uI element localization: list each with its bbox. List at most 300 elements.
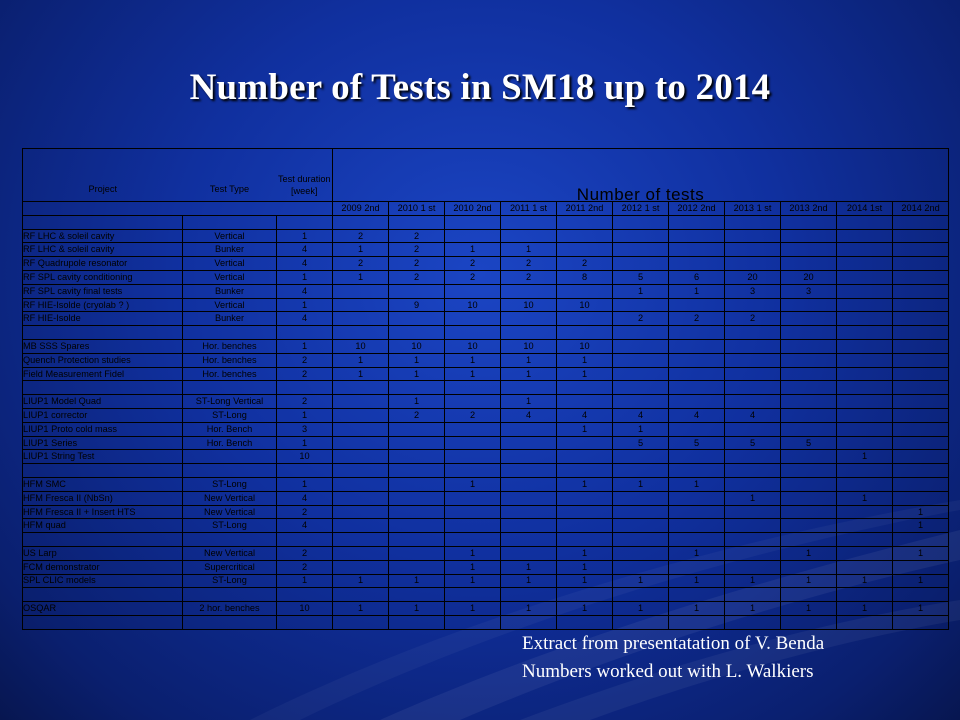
empty-cell: [893, 588, 949, 602]
empty-cell: [277, 588, 333, 602]
empty-cell: [23, 464, 183, 478]
empty-cell: [557, 588, 613, 602]
test-count: 1: [445, 547, 501, 561]
empty-cell: [277, 215, 333, 229]
test-count: [389, 450, 445, 464]
test-count: [893, 257, 949, 271]
test-count: 1: [669, 547, 725, 561]
empty-cell: [725, 464, 781, 478]
test-count: [557, 395, 613, 409]
test-count: [613, 353, 669, 367]
test-count: [725, 367, 781, 381]
empty-cell: [389, 533, 445, 547]
test-count: 1: [837, 450, 893, 464]
footnote-credit: Numbers worked out with L. Walkiers: [522, 661, 814, 682]
test-count: [893, 409, 949, 423]
table-row: [23, 436, 949, 450]
test-count: [333, 298, 389, 312]
test-count: [725, 422, 781, 436]
test-count: [837, 519, 893, 533]
table-row: [23, 353, 949, 367]
test-duration: 4: [277, 312, 333, 326]
test-count: [837, 422, 893, 436]
empty-cell: [893, 381, 949, 395]
test-count: 1: [893, 505, 949, 519]
empty-cell: [445, 215, 501, 229]
test-duration: 10: [277, 450, 333, 464]
test-count: [557, 312, 613, 326]
test-type: Hor. benches: [183, 367, 277, 381]
test-count: [893, 271, 949, 285]
test-duration: 1: [277, 574, 333, 588]
test-count: [837, 478, 893, 492]
empty-cell: [183, 588, 277, 602]
test-duration: 4: [277, 519, 333, 533]
test-count: [333, 284, 389, 298]
project-name: LIUP1 String Test: [23, 450, 183, 464]
test-count: [725, 229, 781, 243]
test-count: [781, 298, 837, 312]
test-type: Vertical: [183, 229, 277, 243]
project-name: RF HIE-Isolde: [23, 312, 183, 326]
empty-cell: [183, 326, 277, 340]
test-count: 1: [501, 574, 557, 588]
test-count: [725, 519, 781, 533]
test-type: ST-Long: [183, 478, 277, 492]
test-count: [837, 312, 893, 326]
table-row: [23, 243, 949, 257]
empty-cell: [725, 326, 781, 340]
empty-cell: [445, 533, 501, 547]
test-count: [781, 505, 837, 519]
test-count: [837, 436, 893, 450]
empty-cell: [183, 533, 277, 547]
test-count: [781, 395, 837, 409]
test-count: [333, 491, 389, 505]
test-count: 1: [893, 547, 949, 561]
test-count: [669, 395, 725, 409]
test-count: [613, 229, 669, 243]
project-name: HFM Fresca II + Insert HTS: [23, 505, 183, 519]
test-count: 1: [613, 422, 669, 436]
test-duration: 1: [277, 271, 333, 285]
project-name: SPL CLIC models: [23, 574, 183, 588]
test-count: 1: [333, 367, 389, 381]
empty-cell: [501, 215, 557, 229]
project-name: LIUP1 Series: [23, 436, 183, 450]
test-type: Hor. Bench: [183, 436, 277, 450]
empty-cell: [333, 615, 389, 629]
test-count: [837, 257, 893, 271]
project-name: RF Quadrupole resonator: [23, 257, 183, 271]
test-count: [389, 491, 445, 505]
test-count: [333, 547, 389, 561]
empty-cell: [333, 215, 389, 229]
test-count: [613, 547, 669, 561]
test-type: Hor. Bench: [183, 422, 277, 436]
test-count: 4: [725, 409, 781, 423]
test-count: [837, 547, 893, 561]
test-count: 2: [725, 312, 781, 326]
test-count: 1: [445, 243, 501, 257]
test-count: 2: [445, 409, 501, 423]
empty-cell: [445, 381, 501, 395]
test-count: [389, 560, 445, 574]
test-count: 10: [557, 340, 613, 354]
tests-table-container: [22, 148, 948, 630]
empty-cell: [669, 215, 725, 229]
test-count: 1: [613, 478, 669, 492]
test-count: 1: [389, 574, 445, 588]
empty-cell: [781, 588, 837, 602]
test-count: [333, 450, 389, 464]
empty-cell: [613, 533, 669, 547]
project-name: RF HIE-Isolde (cryolab ? ): [23, 298, 183, 312]
empty-cell: [669, 533, 725, 547]
test-type: New Vertical: [183, 505, 277, 519]
empty-cell: [277, 615, 333, 629]
project-name: RF SPL cavity final tests: [23, 284, 183, 298]
period-header: 2013 2nd: [781, 202, 837, 216]
spacer-row: [23, 381, 949, 395]
test-count: [445, 450, 501, 464]
empty-cell: [501, 588, 557, 602]
test-duration: 2: [277, 367, 333, 381]
test-count: 2: [445, 257, 501, 271]
test-count: [669, 367, 725, 381]
header-number-of-tests: Number of tests: [333, 149, 949, 202]
empty-cell: [725, 588, 781, 602]
test-count: [445, 422, 501, 436]
project-name: MB SSS Spares: [23, 340, 183, 354]
header-duration: Test duration [week]: [277, 149, 333, 202]
empty-cell: [501, 326, 557, 340]
period-spacer: [23, 202, 333, 216]
test-count: [893, 298, 949, 312]
table-row: [23, 560, 949, 574]
test-count: [501, 547, 557, 561]
spacer-row: [23, 588, 949, 602]
test-count: [669, 353, 725, 367]
test-count: 1: [669, 284, 725, 298]
test-count: [837, 505, 893, 519]
test-count: 1: [557, 353, 613, 367]
test-count: [669, 257, 725, 271]
test-count: [893, 422, 949, 436]
empty-cell: [837, 326, 893, 340]
empty-cell: [725, 381, 781, 395]
empty-cell: [445, 464, 501, 478]
empty-cell: [781, 326, 837, 340]
test-count: [557, 450, 613, 464]
period-header: 2010 1 st: [389, 202, 445, 216]
test-count: [669, 450, 725, 464]
empty-cell: [501, 381, 557, 395]
test-count: [613, 491, 669, 505]
test-count: [837, 243, 893, 257]
test-count: [837, 271, 893, 285]
test-count: [725, 257, 781, 271]
period-header: 2014 1st: [837, 202, 893, 216]
test-count: 10: [501, 340, 557, 354]
empty-cell: [669, 381, 725, 395]
project-name: RF LHC & soleil cavity: [23, 243, 183, 257]
test-count: 1: [557, 367, 613, 381]
test-count: 2: [501, 257, 557, 271]
test-type: Hor. benches: [183, 340, 277, 354]
test-type: [183, 450, 277, 464]
test-count: 1: [613, 284, 669, 298]
test-count: 1: [893, 574, 949, 588]
empty-cell: [893, 215, 949, 229]
empty-cell: [893, 533, 949, 547]
test-count: [557, 491, 613, 505]
test-count: 1: [837, 602, 893, 616]
empty-cell: [893, 326, 949, 340]
test-count: 2: [669, 312, 725, 326]
test-type: Bunker: [183, 312, 277, 326]
test-count: 2: [501, 271, 557, 285]
empty-cell: [613, 381, 669, 395]
test-count: [389, 519, 445, 533]
project-name: HFM Fresca II (NbSn): [23, 491, 183, 505]
empty-cell: [277, 533, 333, 547]
test-count: [333, 312, 389, 326]
empty-cell: [389, 215, 445, 229]
project-name: HFM SMC: [23, 478, 183, 492]
test-count: 10: [445, 340, 501, 354]
test-count: [781, 519, 837, 533]
test-count: 1: [725, 491, 781, 505]
test-count: [669, 229, 725, 243]
test-count: 1: [445, 602, 501, 616]
table-row: [23, 284, 949, 298]
empty-cell: [23, 588, 183, 602]
test-duration: 1: [277, 436, 333, 450]
empty-cell: [23, 615, 183, 629]
test-count: [837, 409, 893, 423]
empty-cell: [333, 588, 389, 602]
test-duration: 1: [277, 340, 333, 354]
spacer-row: [23, 615, 949, 629]
empty-cell: [183, 215, 277, 229]
empty-cell: [557, 381, 613, 395]
test-count: [781, 409, 837, 423]
test-count: 10: [445, 298, 501, 312]
empty-cell: [725, 533, 781, 547]
test-count: [501, 436, 557, 450]
test-count: [669, 298, 725, 312]
test-count: [893, 367, 949, 381]
table-row: [23, 271, 949, 285]
test-count: [893, 312, 949, 326]
test-type: ST-Long Vertical: [183, 395, 277, 409]
test-count: [557, 519, 613, 533]
test-count: 1: [389, 602, 445, 616]
empty-cell: [893, 464, 949, 478]
test-type: Bunker: [183, 243, 277, 257]
test-count: 10: [501, 298, 557, 312]
empty-cell: [837, 615, 893, 629]
empty-cell: [781, 215, 837, 229]
test-count: [501, 491, 557, 505]
test-count: 2: [445, 271, 501, 285]
test-count: [445, 436, 501, 450]
table-row: [23, 547, 949, 561]
empty-cell: [725, 215, 781, 229]
test-duration: 2: [277, 560, 333, 574]
empty-cell: [837, 588, 893, 602]
empty-cell: [669, 326, 725, 340]
test-count: [613, 243, 669, 257]
test-count: 1: [333, 574, 389, 588]
test-duration: 3: [277, 422, 333, 436]
test-count: 1: [501, 395, 557, 409]
empty-cell: [333, 326, 389, 340]
test-count: [893, 243, 949, 257]
test-count: 1: [557, 478, 613, 492]
test-count: [781, 560, 837, 574]
test-count: [725, 547, 781, 561]
test-count: [837, 229, 893, 243]
test-count: [893, 284, 949, 298]
test-type: Vertical: [183, 298, 277, 312]
test-count: [837, 560, 893, 574]
empty-cell: [893, 615, 949, 629]
test-count: 20: [781, 271, 837, 285]
test-count: [333, 436, 389, 450]
empty-cell: [183, 615, 277, 629]
test-count: [893, 395, 949, 409]
test-count: 6: [669, 271, 725, 285]
empty-cell: [501, 464, 557, 478]
header-test-type: Test Type: [183, 149, 277, 202]
empty-cell: [613, 464, 669, 478]
test-count: [389, 505, 445, 519]
empty-cell: [389, 615, 445, 629]
test-count: [781, 243, 837, 257]
period-header: 2014 2nd: [893, 202, 949, 216]
test-count: [781, 478, 837, 492]
empty-cell: [557, 326, 613, 340]
test-count: 1: [501, 560, 557, 574]
period-header: 2012 2nd: [669, 202, 725, 216]
empty-cell: [277, 326, 333, 340]
test-count: 1: [445, 353, 501, 367]
test-count: [725, 505, 781, 519]
test-count: 2: [389, 257, 445, 271]
empty-cell: [183, 381, 277, 395]
test-count: [389, 422, 445, 436]
empty-cell: [389, 464, 445, 478]
test-count: [725, 395, 781, 409]
test-count: [333, 560, 389, 574]
test-count: 1: [781, 574, 837, 588]
test-count: [501, 505, 557, 519]
empty-cell: [445, 588, 501, 602]
project-name: US Larp: [23, 547, 183, 561]
test-count: [333, 505, 389, 519]
test-count: 10: [389, 340, 445, 354]
test-type: Vertical: [183, 257, 277, 271]
empty-cell: [333, 464, 389, 478]
empty-cell: [389, 381, 445, 395]
project-name: Quench Protection studies: [23, 353, 183, 367]
test-count: 1: [613, 602, 669, 616]
test-count: [333, 395, 389, 409]
test-count: 1: [501, 367, 557, 381]
test-count: [501, 519, 557, 533]
test-count: 1: [557, 602, 613, 616]
test-count: 1: [837, 491, 893, 505]
test-count: 5: [613, 271, 669, 285]
empty-cell: [333, 533, 389, 547]
table-row: [23, 257, 949, 271]
test-count: [893, 436, 949, 450]
test-count: [445, 519, 501, 533]
test-count: 5: [725, 436, 781, 450]
test-count: [669, 243, 725, 257]
empty-cell: [333, 381, 389, 395]
test-count: [333, 422, 389, 436]
project-name: RF LHC & soleil cavity: [23, 229, 183, 243]
test-count: [669, 505, 725, 519]
test-count: [333, 478, 389, 492]
test-count: [613, 367, 669, 381]
test-count: [725, 353, 781, 367]
period-header: 2010 2nd: [445, 202, 501, 216]
test-count: 1: [445, 367, 501, 381]
test-count: 1: [445, 574, 501, 588]
project-name: HFM quad: [23, 519, 183, 533]
test-count: [445, 312, 501, 326]
empty-cell: [669, 464, 725, 478]
test-count: [781, 491, 837, 505]
empty-cell: [781, 533, 837, 547]
empty-cell: [613, 326, 669, 340]
test-count: 2: [557, 257, 613, 271]
test-type: ST-Long: [183, 409, 277, 423]
test-count: [893, 491, 949, 505]
test-count: 1: [725, 574, 781, 588]
test-count: 4: [501, 409, 557, 423]
test-count: 1: [557, 547, 613, 561]
empty-cell: [23, 381, 183, 395]
test-count: [557, 284, 613, 298]
period-header: 2012 1 st: [613, 202, 669, 216]
table-row: [23, 229, 949, 243]
empty-cell: [613, 215, 669, 229]
test-duration: 2: [277, 353, 333, 367]
test-count: 1: [893, 519, 949, 533]
test-count: [893, 450, 949, 464]
test-duration: 2: [277, 547, 333, 561]
test-count: 1: [557, 560, 613, 574]
test-count: [389, 436, 445, 450]
empty-cell: [837, 533, 893, 547]
test-count: 1: [445, 478, 501, 492]
test-count: [501, 478, 557, 492]
test-count: 1: [781, 602, 837, 616]
table-row: [23, 409, 949, 423]
test-count: [445, 284, 501, 298]
table-row: [23, 450, 949, 464]
test-count: 1: [333, 353, 389, 367]
test-count: [501, 229, 557, 243]
empty-cell: [277, 381, 333, 395]
test-count: [781, 229, 837, 243]
empty-cell: [613, 588, 669, 602]
